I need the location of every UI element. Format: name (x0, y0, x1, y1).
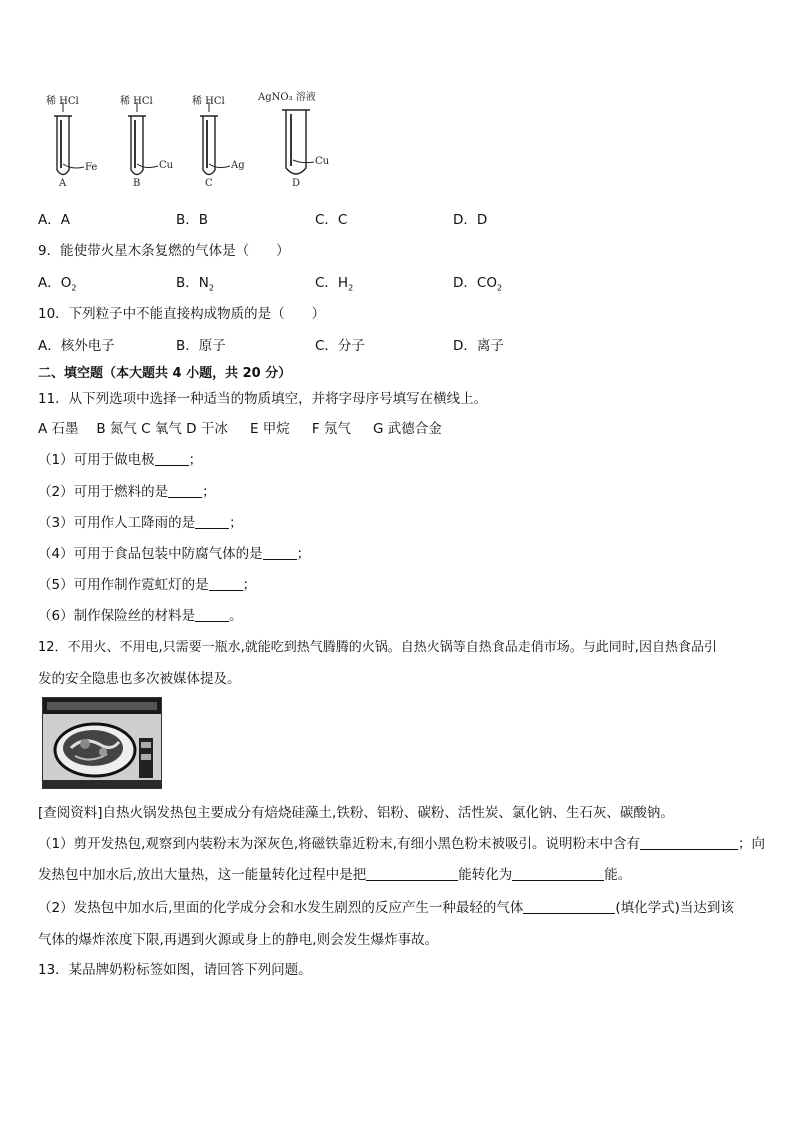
q12-stem-line-2: 发的安全隐患也多次被媒体提及。 (38, 671, 241, 687)
q13-stem: 13．某品牌奶粉标签如图，请回答下列问题。 (38, 962, 312, 978)
tube-a-letter: A (59, 178, 67, 189)
tube-d-icon (286, 110, 306, 174)
tube-b-metal: Cu (159, 160, 174, 171)
q10-option-b: B．原子 (176, 338, 226, 354)
q12-part-2-line-1: （2）发热包中加水后,里面的化学成分会和水发生剧烈的反应产生一种最轻的气体 (填化学式)当达到该 (38, 900, 734, 916)
q11-stem: 11．从下列选项中选择一种适当的物质填空，并将字母序号填写在横线上。 (38, 391, 488, 407)
q12-stem-line-1: 12．不用火、不用电,只需要一瓶水,就能吃到热气腾腾的火锅。自热火锅等自热食品走俏市场。与此同时,因自热食品引 (38, 640, 717, 655)
q12-info: [查阅资料]自热火锅发热包主要成分有焙烧硅藻土,铁粉、铝粉、碳粉、活性炭、氯化钠、生石灰、碳酸钠。 (38, 805, 674, 821)
q11-item-4: （4）可用于食品包装中防腐气体的是 ； (38, 546, 311, 562)
tube-d-letter: D (292, 178, 301, 189)
q12-part-1-line-2: 发热包中加水后,放出大量热，这一能量转化过程中是把 能转化为 能。 (38, 867, 632, 883)
q10-stem: 10．下列粒子中不能直接构成物质的是（ ） (38, 306, 326, 322)
q9-option-b: B．$N_2$ (176, 275, 214, 293)
q9-stem: 9．能使带火星木条复燃的气体是（ ） (38, 243, 290, 259)
q10-option-a: A．核外电子 (38, 338, 115, 354)
q11-item-2: （2）可用于燃料的是 ； (38, 484, 216, 500)
tube-b-letter: B (133, 178, 141, 189)
q9-option-d: D．$CO_2$ (453, 275, 503, 293)
q11-item-1: （1）可用于做电极 ； (38, 452, 203, 468)
section-2-heading: 二、填空题（本大题共 4 小题，共 20 分） (38, 366, 292, 381)
answer-blank[interactable] (640, 835, 738, 850)
q11-item-6: （6）制作保险丝的材料是 。 (38, 608, 243, 624)
q10-option-c: C．分子 (315, 338, 365, 354)
q8-option-a: A．A (38, 212, 70, 228)
answer-blank[interactable] (155, 451, 189, 466)
tube-d-reagent: AgNO₃ 溶液 (258, 92, 316, 103)
q10-option-d: D．离子 (453, 338, 504, 354)
tube-b-reagent: 稀 HCl (120, 96, 153, 107)
tube-d-metal: Cu (315, 156, 330, 167)
q8-option-d: D．D (453, 212, 488, 228)
tube-a-reagent: 稀 HCl (46, 96, 79, 107)
answer-blank[interactable] (168, 483, 202, 498)
q9-option-c: C．$H_2$ (315, 275, 354, 293)
tube-a-metal: Fe (85, 162, 98, 173)
answer-blank[interactable] (523, 899, 615, 914)
tube-c-metal: Ag (231, 160, 245, 171)
q9-option-a: A．$O_2$ (38, 275, 77, 293)
answer-blank[interactable] (195, 514, 229, 529)
answer-blank[interactable] (209, 576, 243, 591)
q8-option-c: C．C (315, 212, 348, 228)
q12-part-1-line-1: （1）剪开发热包,观察到内装粉末为深灰色,将磁铁靠近粉末,有细小黑色粉末被吸引。说明粉末中含有 ；向 (38, 836, 765, 852)
test-tube-figure (40, 86, 360, 192)
hotpot-photo (42, 697, 162, 789)
answer-blank[interactable] (512, 866, 604, 881)
answer-blank[interactable] (195, 607, 229, 622)
q11-choices: A 石墨 B 氮气 C 氧气 D 干冰 E 甲烷 F 氖气 G 武德合金 (38, 421, 442, 437)
q8-option-b: B．B (176, 212, 209, 228)
q11-item-3: （3）可用作人工降雨的是 ； (38, 515, 243, 531)
q12-part-2-line-2: 气体的爆炸浓度下限,再遇到火源或身上的静电,则会发生爆炸事故。 (38, 932, 439, 948)
tube-c-reagent: 稀 HCl (192, 96, 225, 107)
tube-c-letter: C (205, 178, 213, 189)
answer-blank[interactable] (263, 545, 297, 560)
answer-blank[interactable] (366, 866, 458, 881)
q11-item-5: （5）可用作制作霓虹灯的是 ； (38, 577, 257, 593)
